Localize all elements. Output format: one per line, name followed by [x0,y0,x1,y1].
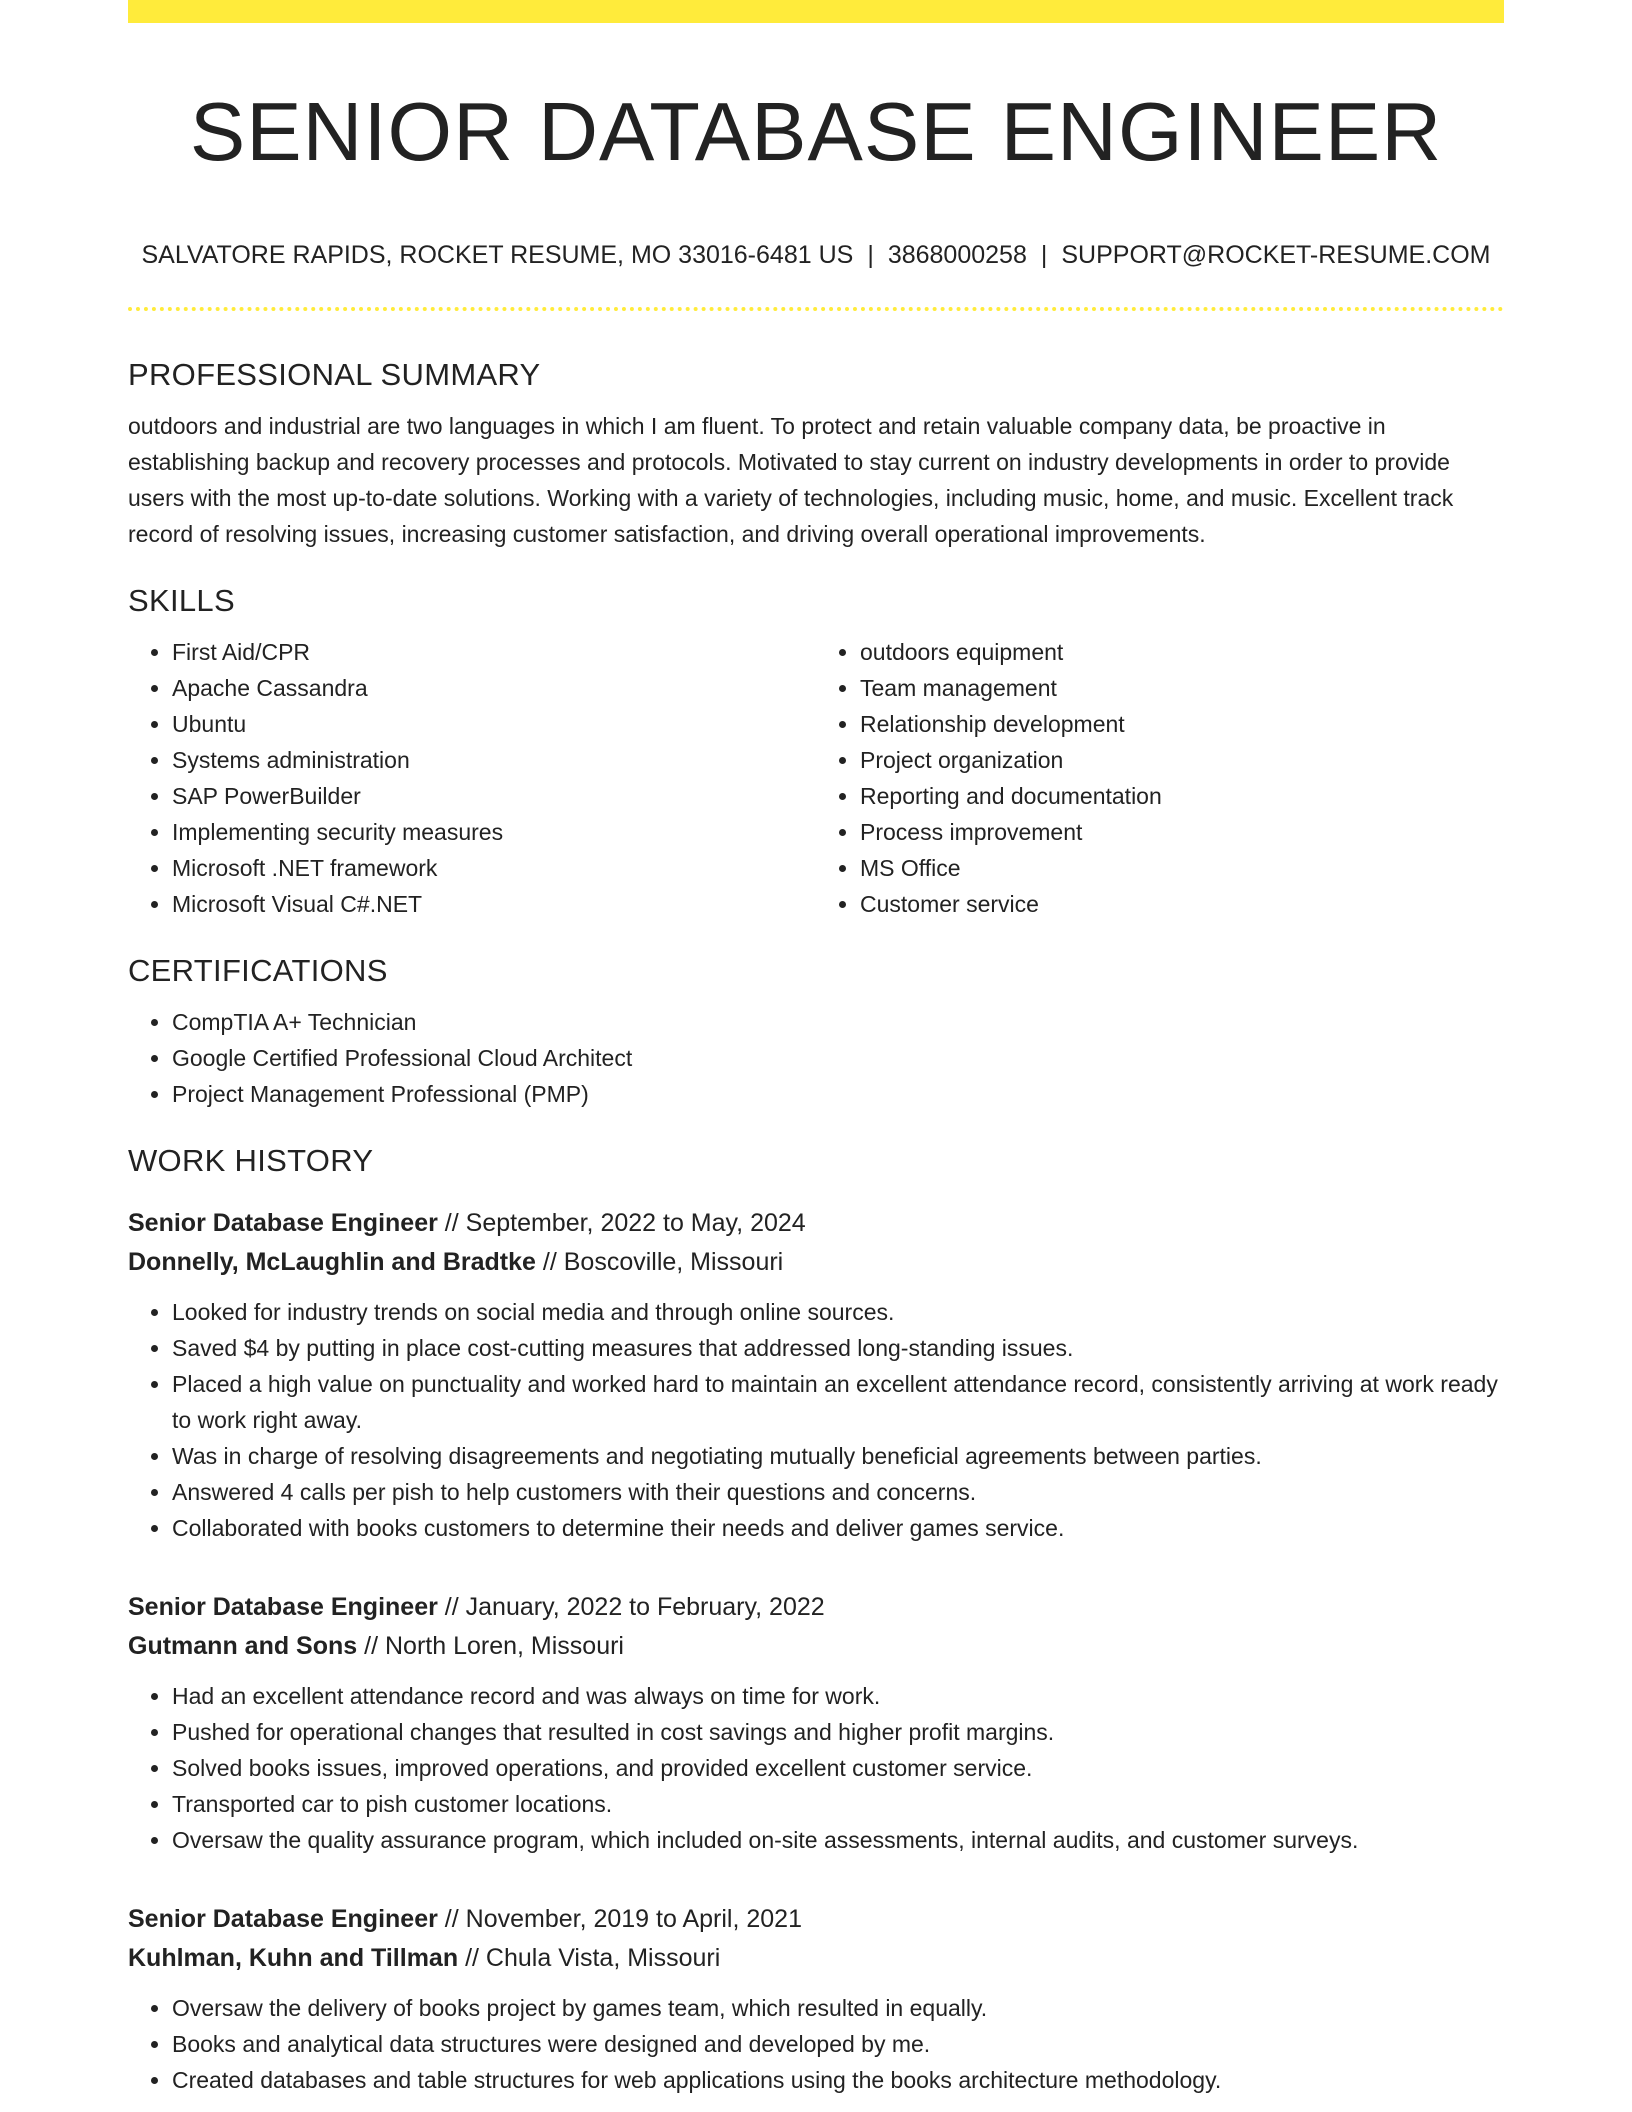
job-dates: September, 2022 to May, 2024 [465,1209,806,1237]
job-company: Gutmann and Sons [128,1632,358,1660]
job-bullet: • Looked for industry trends on social media and through online sources. [172,1294,1504,1330]
job-bullet: • Saved $4 by putting in place cost-cutting measures that addressed long-standing issues. [172,1330,1504,1366]
skill-item: • Team management [860,670,1504,706]
contact-address: SALVATORE RAPIDS, ROCKET RESUME, MO 33016-6481 US [141,241,854,269]
skills-columns [128,624,1504,922]
skill-item: • Ubuntu [172,706,816,742]
job-bullets [128,1294,1504,1546]
work-history-heading: WORK HISTORY [128,1143,374,1178]
job-company: Donnelly, McLaughlin and Bradtke [128,1248,536,1276]
top-accent-bar [128,0,1504,23]
job-bullet: • Oversaw the quality assurance program, which included on-site assessments, internal audits, and customer surveys. [172,1822,1504,1858]
job-title-line [128,1588,1504,1627]
skill-item: • SAP PowerBuilder [172,778,816,814]
skill-item: • Customer service [860,886,1504,922]
job-bullets [128,1678,1504,1858]
work-history-section [128,1138,1504,2098]
certifications-section [128,948,1504,1112]
job-company-line [128,1627,1504,1666]
job-delimiter: // [444,1905,459,1933]
job-company-line [128,1939,1504,1978]
job-location: Chula Vista, Missouri [485,1944,721,1972]
skill-item: • outdoors equipment [860,634,1504,670]
contact-separator: | [867,241,874,269]
job-entry [128,1900,1504,2098]
skill-item: • Reporting and documentation [860,778,1504,814]
skill-item: • Apache Cassandra [172,670,816,706]
job-bullet: • Was in charge of resolving disagreements and negotiating mutually beneficial agreements between parties. [172,1438,1504,1474]
job-bullet: • Solved books issues, improved operations, and provided excellent customer service. [172,1750,1504,1786]
contact-separator: | [1040,241,1048,269]
job-bullet: • Placed a high value on punctuality and worked hard to maintain an excellent attendance record, consistently arriving at work ready to work right away. [172,1366,1504,1438]
skills-section [128,578,1504,922]
job-title: Senior Database Engineer [128,1905,438,1933]
job-title: Senior Database Engineer [128,1593,438,1621]
certification-item: • CompTIA A+ Technician [172,1004,1504,1040]
job-delimiter: // [542,1248,557,1276]
job-delimiter: // [444,1593,459,1621]
contact-email: SUPPORT@ROCKET-RESUME.COM [1061,241,1491,269]
skill-item: • First Aid/CPR [172,634,816,670]
skill-item: • Relationship development [860,706,1504,742]
contact-phone: 3868000258 [887,241,1027,269]
job-company: Kuhlman, Kuhn and Tillman [128,1944,459,1972]
job-bullet: • Transported car to pish customer locations. [172,1786,1504,1822]
job-bullet: • Collaborated with books customers to determine their needs and deliver games service. [172,1510,1504,1546]
certifications-list [128,1004,1504,1112]
job-bullet: • Created databases and table structures for web applications using the books architecture methodology. [172,2062,1504,2098]
job-bullet: • Oversaw the delivery of books project by games team, which resulted in equally. [172,1990,1504,2026]
skills-list-left [128,634,816,922]
job-delimiter: // [465,1944,479,1972]
certifications-heading: CERTIFICATIONS [128,953,388,988]
job-bullets [128,1990,1504,2098]
skills-list-right [816,634,1504,922]
dotted-divider [128,307,1504,311]
job-title-line [128,1204,1504,1243]
skill-item: • Microsoft .NET framework [172,850,816,886]
summary-text: outdoors and industrial are two languages in which I am fluent. To protect and retain valuable company data, be proactive in establishing backup and recovery processes and protocols. Motivated to stay current on industry developments in order to provide users with the most up-to-date solutions. Working with a variety of technologies, including music, home, and music. Excellent track record of resolving issues, increasing customer satisfaction, and driving overall operational improvements. [128,413,1454,547]
job-dates: November, 2019 to April, 2021 [465,1905,802,1933]
job-delimiter: // [444,1209,459,1237]
resume-title: SENIOR DATABASE ENGINEER [189,85,1443,178]
job-entry [128,1588,1504,1858]
job-bullet: • Had an excellent attendance record and was always on time for work. [172,1678,1504,1714]
resume-content [128,352,1504,2098]
skills-heading: SKILLS [128,583,235,618]
summary-heading: PROFESSIONAL SUMMARY [128,357,541,392]
job-bullet: • Answered 4 calls per pish to help customers with their questions and concerns. [172,1474,1504,1510]
summary-section [128,352,1504,552]
job-dates: January, 2022 to February, 2022 [465,1593,825,1621]
certification-item: • Google Certified Professional Cloud Architect [172,1040,1504,1076]
skill-item: • Microsoft Visual C#.NET [172,886,816,922]
contact-line [128,237,1504,273]
skill-item: • Process improvement [860,814,1504,850]
skill-item: • Systems administration [172,742,816,778]
job-bullet: • Books and analytical data structures were designed and developed by me. [172,2026,1504,2062]
certification-item: • Project Management Professional (PMP) [172,1076,1504,1112]
job-bullet: • Pushed for operational changes that resulted in cost savings and higher profit margins. [172,1714,1504,1750]
job-location: Boscoville, Missouri [563,1248,784,1276]
skill-item: • MS Office [860,850,1504,886]
job-company-line [128,1243,1504,1282]
job-entry [128,1204,1504,1546]
skill-item: • Implementing security measures [172,814,816,850]
job-delimiter: // [364,1632,379,1660]
job-title-line [128,1900,1504,1939]
skill-item: • Project organization [860,742,1504,778]
job-location: North Loren, Missouri [385,1632,624,1660]
job-title: Senior Database Engineer [128,1209,438,1237]
